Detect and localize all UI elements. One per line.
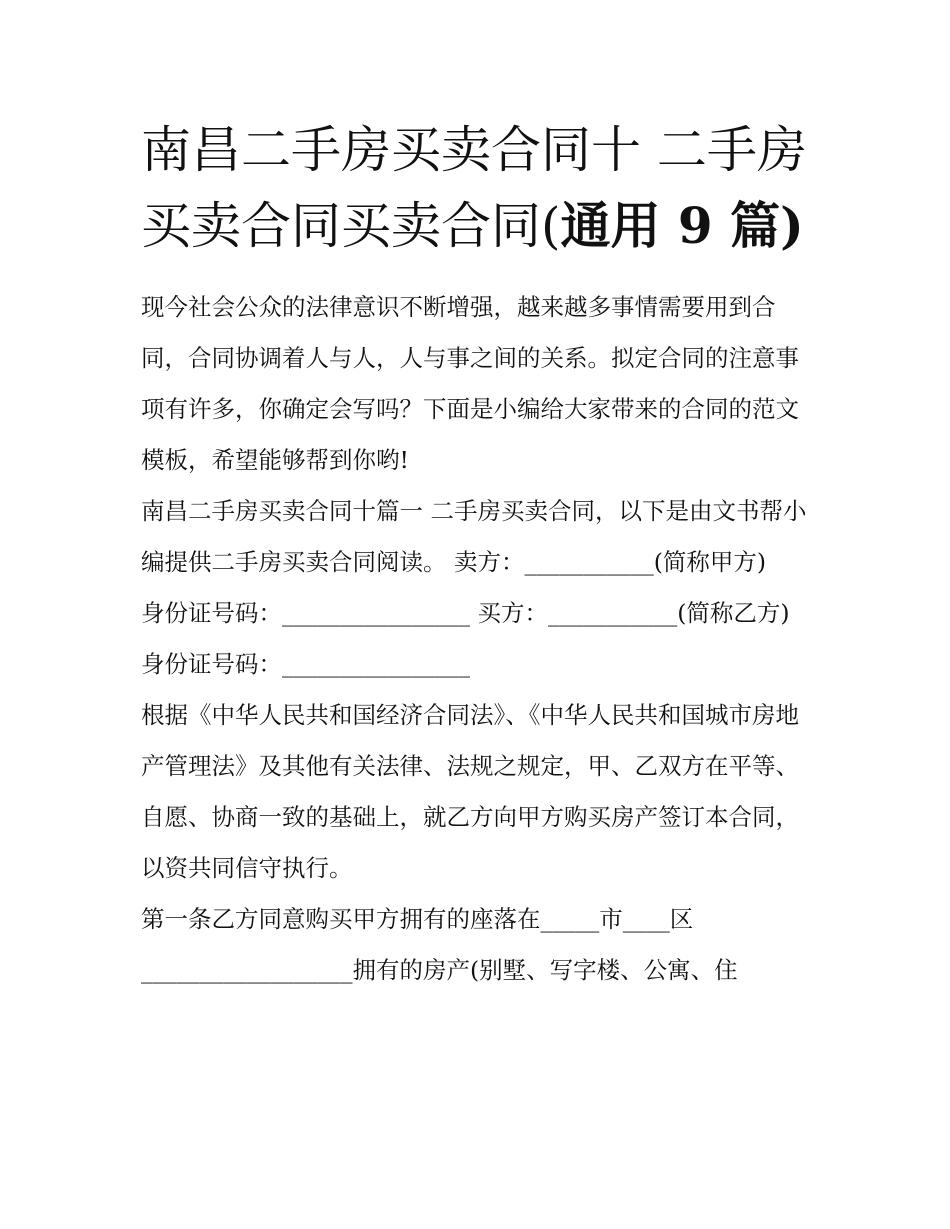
document-body: [141, 282, 821, 996]
paragraph-legal-basis: 根据《中华人民共和国经济合同法》、《中华人民共和国城市房地产管理法》及其他有关法律、法规之规定，甲、乙双方在平等、自愿、协商一致的基础上，就乙方向甲方购买房产签订本合同，以资共同信守执行。: [141, 701, 799, 882]
paragraph-seller-id-buyer: 身份证号码：________________ 买方：___________(简称乙方): [141, 599, 790, 627]
paragraph-contract-heading: 南昌二手房买卖合同十篇一 二手房买卖合同，以下是由文书帮小编提供二手房买卖合同阅读。 卖方：___________(简称甲方): [141, 497, 807, 576]
paragraph-article-one: 第一条乙方同意购买甲方拥有的座落在_____市____区__________________拥有的房产(别墅、写字楼、公寓、住: [141, 905, 738, 984]
title-bold-text: 通用 9 篇): [560, 196, 804, 255]
document-title: [141, 112, 821, 264]
paragraph-buyer-id: 身份证号码：________________: [141, 650, 470, 678]
title-main-text: 南昌二手房买卖合同十 二手房买卖合同买卖合同(: [141, 121, 807, 255]
paragraph-intro: 现今社会公众的法律意识不断增强，越来越多事情需要用到合同，合同协调着人与人，人与事之间的关系。拟定合同的注意事项有许多，你确定会写吗？下面是小编给大家带来的合同的范文模板，希望能够帮到你哟!: [141, 293, 799, 474]
